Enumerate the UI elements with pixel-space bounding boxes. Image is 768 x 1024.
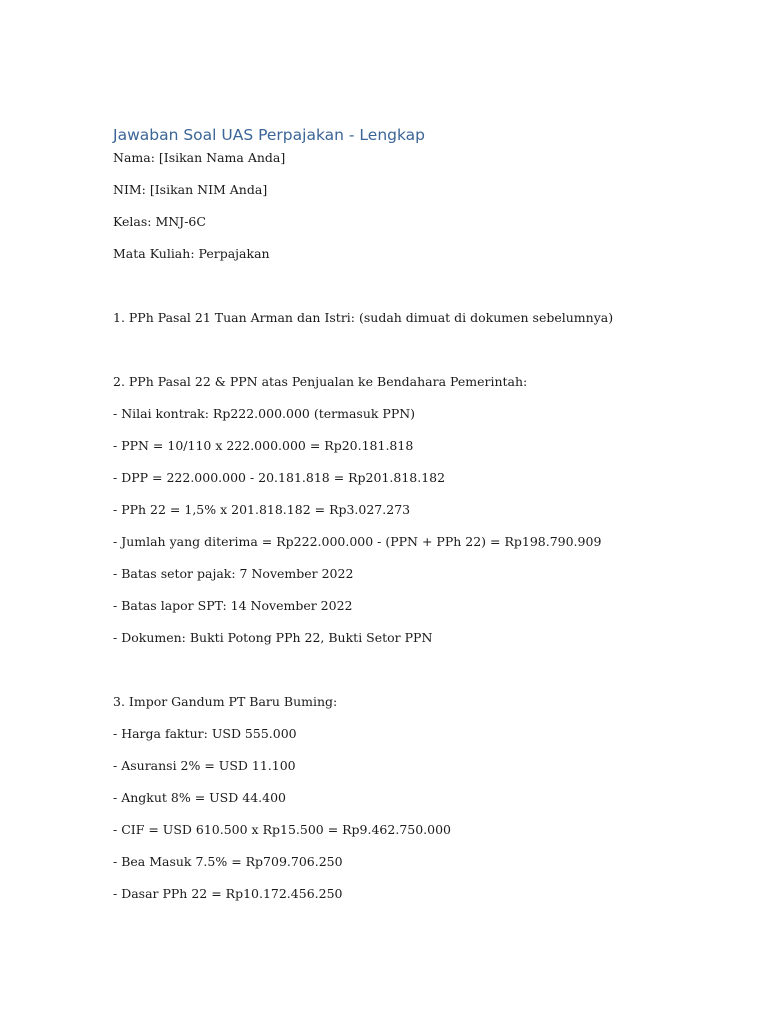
nim-line: NIM: [Isikan NIM Anda]: [113, 182, 268, 197]
document-title: Jawaban Soal UAS Perpajakan - Lengkap: [113, 126, 426, 144]
section-3-item: - Harga faktur: USD 555.000: [113, 726, 297, 741]
section-3-item: - Asuransi 2% = USD 11.100: [113, 758, 296, 773]
section-1-heading: 1. PPh Pasal 21 Tuan Arman dan Istri: (sudah dimuat di dokumen sebelumnya): [113, 310, 614, 325]
section-2-item: - Dokumen: Bukti Potong PPh 22, Bukti Setor PPN: [113, 630, 433, 645]
section-3-item: - Bea Masuk 7.5% = Rp709.706.250: [113, 854, 343, 869]
mata-kuliah-line: Mata Kuliah: Perpajakan: [113, 246, 270, 261]
nama-line: Nama: [Isikan Nama Anda]: [113, 150, 286, 165]
section-2-item: - Batas lapor SPT: 14 November 2022: [113, 598, 353, 613]
section-2-item: - Nilai kontrak: Rp222.000.000 (termasuk PPN): [113, 406, 416, 421]
section-3-item: - CIF = USD 610.500 x Rp15.500 = Rp9.462.750.000: [113, 822, 452, 837]
section-3-item: - Angkut 8% = USD 44.400: [113, 790, 286, 805]
kelas-line: Kelas: MNJ-6C: [113, 214, 206, 229]
section-3-heading: 3. Impor Gandum PT Baru Buming:: [113, 694, 338, 709]
section-2-item: - PPN = 10/110 x 222.000.000 = Rp20.181.818: [113, 438, 414, 453]
section-2-item: - DPP = 222.000.000 - 20.181.818 = Rp201.818.182: [113, 470, 446, 485]
section-2-item: - Jumlah yang diterima = Rp222.000.000 - (PPN + PPh 22) = Rp198.790.909: [113, 534, 602, 549]
section-2-item: - PPh 22 = 1,5% x 201.818.182 = Rp3.027.273: [113, 502, 411, 517]
section-2-item: - Batas setor pajak: 7 November 2022: [113, 566, 354, 581]
section-2-heading: 2. PPh Pasal 22 & PPN atas Penjualan ke Bendahara Pemerintah:: [113, 374, 528, 389]
section-3-item: - Dasar PPh 22 = Rp10.172.456.250: [113, 886, 343, 901]
